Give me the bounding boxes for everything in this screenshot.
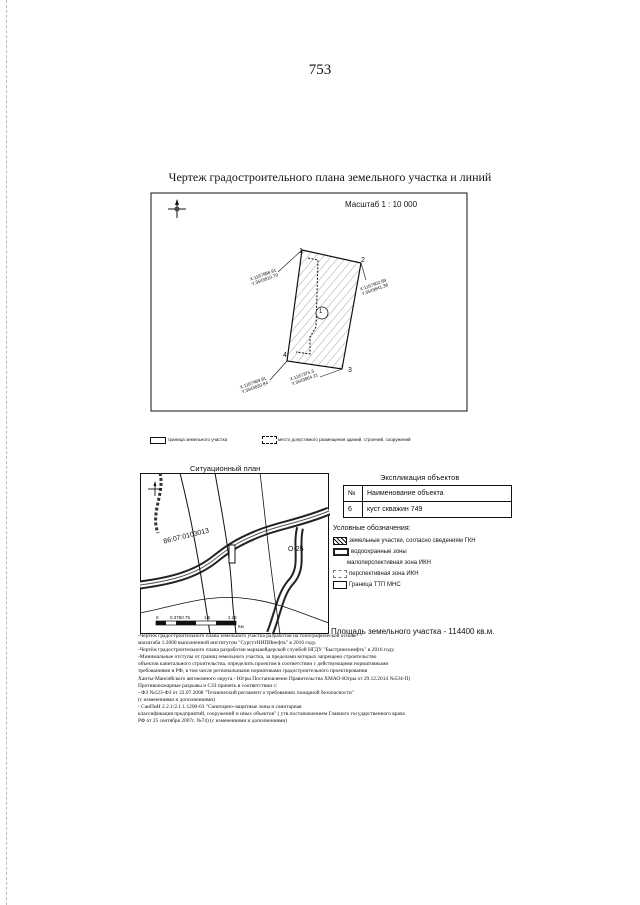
zone-number: 1 (319, 309, 323, 315)
legend-item-low-ikn (333, 557, 513, 568)
scale-bar (156, 621, 236, 625)
scale-tick-0: 0 (156, 615, 159, 620)
note-line: -Чертёж градостроительного плана земельного участка разработан на топографической основе (138, 633, 357, 639)
situation-plan-map (140, 473, 330, 635)
note-line: требованиями в РФ, в том числе региональными нормативами градостроительного проектирования (138, 668, 368, 675)
note-line: объектов капитального строительства, определить проектом в соответствии с действующими нормативными (138, 661, 389, 668)
note-line: Ханты-Мансийского автономного округа - Югры Постановление Правительства ХМАО-Югры от 29.12.2014 №534-П) (138, 675, 411, 682)
legend-label-prospect-ikn: перспективная зона ИКН (349, 570, 419, 577)
notes-block (138, 633, 510, 725)
note-line: (с изменениями и дополнениями) (138, 696, 215, 703)
legend-item-water (333, 546, 513, 557)
note-line: -Минимальные отступы от границ земельного участка, за пределами которых запрещено строительство (138, 654, 377, 661)
corner-label-2: 2 (361, 257, 365, 264)
legend-item-prospect-ikn (333, 568, 513, 579)
buildable-legend-label: место допустимого размещения зданий, строений, сооружений (278, 437, 411, 442)
scale-unit: Км (238, 624, 244, 629)
header-object-name: Наименование объекта (363, 486, 512, 502)
legend-list (333, 535, 513, 590)
gkn-parcel-swatch (333, 537, 347, 545)
main-plan-drawing (150, 192, 470, 422)
table-row (344, 502, 512, 518)
corner-label-3: 3 (348, 367, 352, 374)
buildable-legend-swatch (262, 436, 277, 444)
header-number: № (344, 486, 363, 502)
note-line: - ФЗ №123-ФЗ от 22.07.2008 "Технический регламент о требованиях пожарной безопасности" (138, 689, 355, 696)
table-header-row (344, 486, 512, 502)
scale-tick-3: 2.25 (228, 615, 237, 620)
document-title: Чертеж градостроительного плана земельного участка и линий (168, 170, 492, 184)
water-zone-swatch (333, 548, 349, 556)
corner-label-4: 4 (283, 352, 287, 359)
coordinate-label-1: X:1167888.91 Y:3543810.79 (249, 267, 279, 287)
page-edge (6, 0, 8, 905)
legend-label-low-ikn: малоперспективная зона ИКН (347, 559, 431, 566)
coordinate-label-4: X:1167469.91 Y:3543830.84 (239, 375, 269, 395)
legend-item-ttp (333, 579, 513, 590)
prospect-zone-swatch (333, 570, 347, 578)
coordinate-label-3: X:1167375.3 Y:3543864.21 (289, 368, 319, 387)
note-line: - СанПиН 2.2.1/2.1.1.1200-03 "Санитарно-защитные зоны и санитарная (138, 703, 302, 710)
ttp-boundary-swatch (333, 581, 347, 589)
scale-tick-1: 0.3750.75 (170, 615, 191, 620)
legend-item-gkn (333, 535, 513, 546)
legend-label-water: водоохранные зоны (351, 548, 407, 555)
row-number: 6 (344, 502, 363, 518)
page-number: 753 (308, 62, 332, 78)
explication-title: Экспликация объектов (380, 473, 460, 482)
north-arrow-icon (168, 199, 186, 218)
note-line: Противопожарные разрывы и СЗЗ принять в соответствии с: (138, 682, 278, 689)
legend-title: Условные обозначения: (333, 525, 411, 532)
boundary-legend-label: граница земельного участка (168, 437, 228, 442)
explication-table (343, 485, 512, 518)
note-line: классификация предприятий, сооружений и иных объектов" ( утв.постановлением Главного государственного врача (138, 711, 405, 718)
scale-tick-2: 1.5 (204, 615, 211, 620)
boundary-legend-swatch (150, 437, 166, 444)
note-line: -Чертёж градостроительного плана разработан маркшейдерской службой НГДУ "Быстринскнефть" в 2016 году. (138, 647, 395, 654)
coordinate-label-2: X:1167902.69 Y:3543841.38 (359, 277, 389, 297)
row-object-name: куст скважин 749 (363, 502, 512, 518)
area-text: Площадь земельного участка - 114400 кв.м. (331, 627, 495, 636)
note-line: РФ от 25 сентября 2007г. №74) (с изменениями и дополнениями) (138, 718, 288, 725)
road-label: О-25 (288, 546, 304, 553)
situation-plan-title: Ситуационный план (190, 464, 261, 473)
legend-label-ttp: Граница ТТП МНС (349, 581, 401, 588)
plan-scale-label: Масштаб 1 : 10 000 (345, 200, 418, 209)
cadastral-number-label: 86:07:0103013 (162, 527, 210, 546)
corner-label-1: 1 (299, 248, 303, 255)
legend-label-gkn: земельные участки, согласно сведениям ГКН (349, 537, 476, 544)
note-line: масштаба 1:2000 выполненной институтом "СургутНИПИнефть" в 2016 году. (138, 640, 317, 647)
